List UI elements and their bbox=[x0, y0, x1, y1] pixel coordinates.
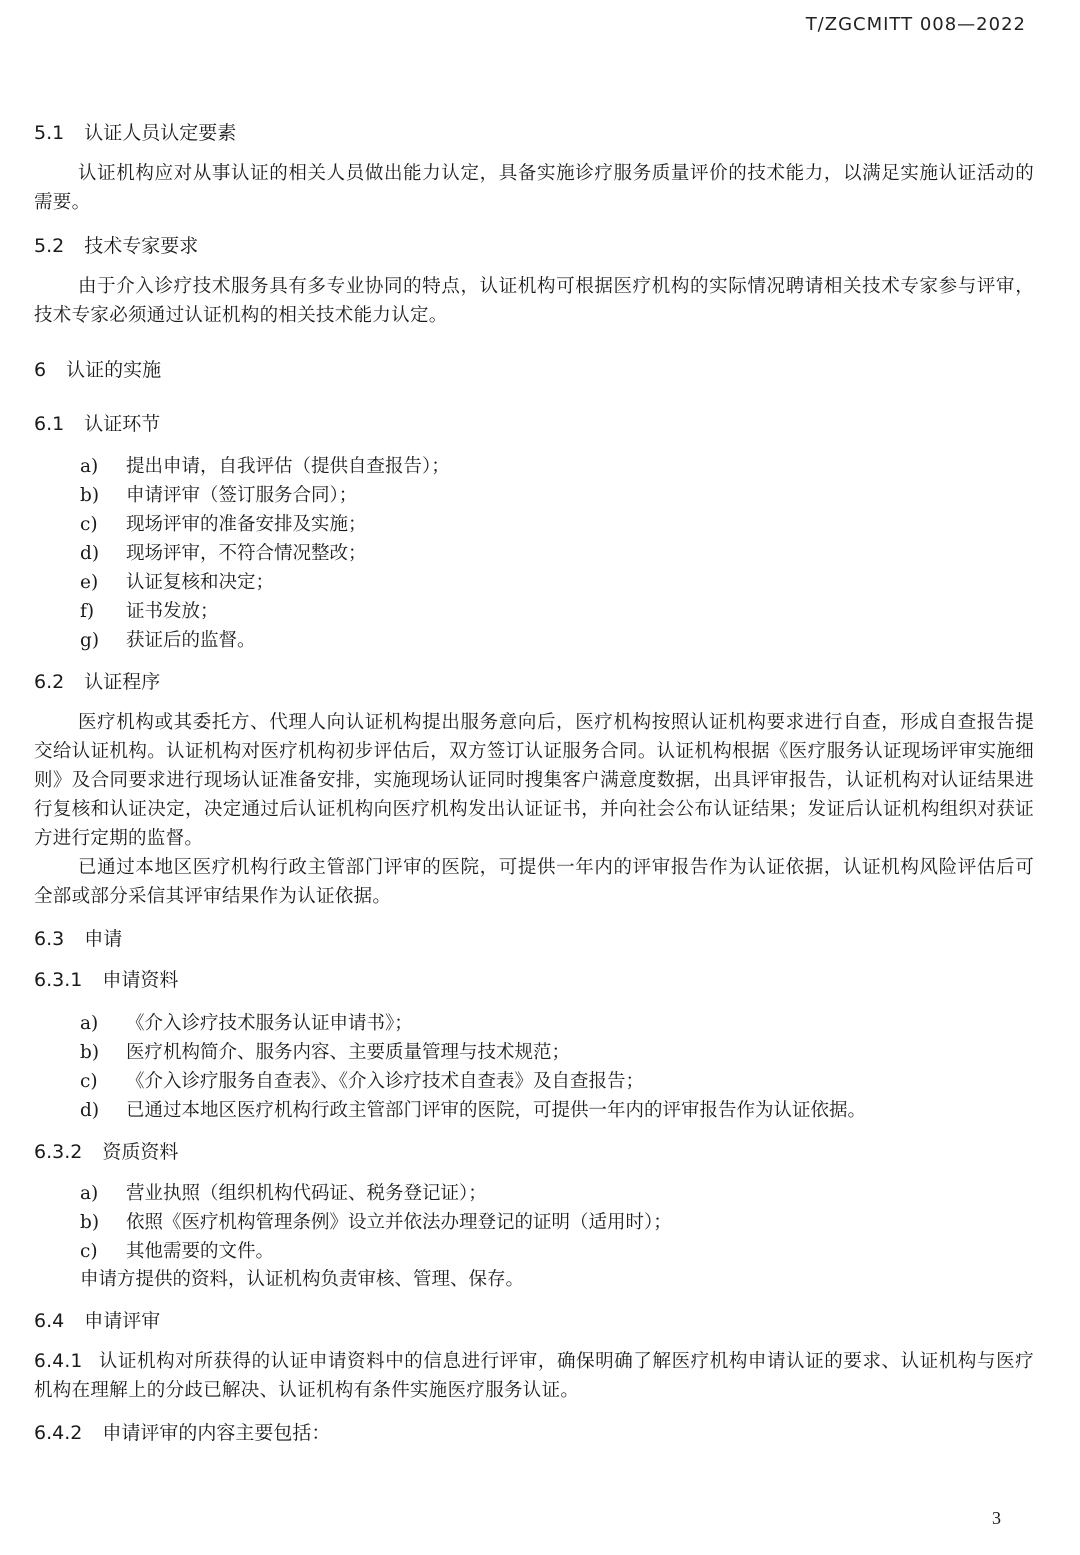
section-heading-6-3-2 bbox=[34, 1140, 178, 1164]
list-item: c) 《介入诊疗服务自查表》、《介入诊疗技术自查表》及自查报告； bbox=[80, 1071, 645, 1092]
paragraph: 认证机构应对从事认证的相关人员做出能力认定，具备实施诊疗服务质量评价的技术能力，以满足实施认证活动的需要。 bbox=[34, 163, 1034, 213]
paragraph: 已通过本地区医疗机构行政主管部门评审的医院，可提供一年内的评审报告作为认证依据，认证机构风险评估后可全部或部分采信其评审结果作为认证依据。 bbox=[34, 857, 1034, 907]
list-item: a) 提出申请，自我评估（提供自查报告）； bbox=[80, 456, 450, 477]
section-heading-6 bbox=[34, 358, 161, 382]
paragraph: 医疗机构或其委托方、代理人向认证机构提出服务意向后，医疗机构按照认证机构要求进行自查，形成自查报告提交给认证机构。认证机构对医疗机构初步评估后，双方签订认证服务合同。认证机构根据《医疗服务认证现场评审实施细则》及合同要求进行现场认证准备安排，实施现场认证同时搜集客户满意度数据，出具评审报告，认证机构对认证结果进行复核和认证决定，决定通过后认证机构向医疗机构发出认证证书，并向社会公布认证结果；发证后认证机构组织对获证方进行定期的监督。 bbox=[34, 712, 1034, 849]
list-item: c) 其他需要的文件。 bbox=[80, 1241, 275, 1262]
section-heading-6-3-1 bbox=[34, 968, 178, 992]
note-text: 申请方提供的资料，认证机构负责审核、管理、保存。 bbox=[80, 1269, 525, 1290]
section-title: 认证程序 bbox=[84, 671, 161, 693]
section-number: 6.3.1 bbox=[34, 969, 83, 991]
section-heading-5-1 bbox=[34, 121, 236, 145]
list-item: f) 证书发放； bbox=[80, 601, 219, 622]
section-number: 6 bbox=[34, 359, 47, 381]
section-heading-6-2 bbox=[34, 670, 160, 694]
section-heading-5-2 bbox=[34, 234, 198, 258]
list-item: e) 认证复核和决定； bbox=[80, 572, 275, 593]
section-title: 申请资料 bbox=[102, 969, 179, 991]
list-item: b) 依照《医疗机构管理条例》设立并依法办理登记的证明（适用时）； bbox=[80, 1212, 672, 1233]
section-number: 6.4.1 bbox=[34, 1351, 83, 1372]
list-item: d) 已通过本地区医疗机构行政主管部门评审的医院，可提供一年内的评审报告作为认证依据。 bbox=[80, 1100, 867, 1121]
paragraph-text: 认证机构对所获得的认证申请资料中的信息进行评审，确保明确了解医疗机构申请认证的要求、认证机构与医疗机构在理解上的分歧已解决、认证机构有条件实施医疗服务认证。 bbox=[34, 1351, 1034, 1401]
section-number: 6.3 bbox=[34, 928, 65, 950]
section-number: 6.1 bbox=[34, 413, 65, 435]
document-code: T/ZGCMITT 008—2022 bbox=[805, 14, 1026, 35]
page-number: 3 bbox=[992, 1508, 1001, 1528]
list-item: b) 医疗机构简介、服务内容、主要质量管理与技术规范； bbox=[80, 1042, 571, 1063]
section-heading-6-3 bbox=[34, 927, 122, 951]
section-heading-6-4-2 bbox=[34, 1421, 330, 1445]
section-number: 5.2 bbox=[34, 235, 65, 257]
section-title: 申请 bbox=[84, 928, 123, 950]
section-heading-6-1 bbox=[34, 412, 160, 436]
list-item: a) 营业执照（组织机构代码证、税务登记证）； bbox=[80, 1183, 487, 1204]
numbered-paragraph-6-4-1 bbox=[34, 1347, 1034, 1405]
section-title: 认证的实施 bbox=[66, 359, 162, 381]
list-item: g) 获证后的监督。 bbox=[80, 630, 256, 651]
section-number: 6.4.2 bbox=[34, 1422, 83, 1444]
section-number: 5.1 bbox=[34, 122, 65, 144]
list-item: d) 现场评审，不符合情况整改； bbox=[80, 543, 367, 564]
section-title: 申请评审的内容主要包括： bbox=[102, 1422, 331, 1444]
section-number: 6.4 bbox=[34, 1310, 65, 1332]
list-item: b) 申请评审（签订服务合同）； bbox=[80, 485, 358, 506]
list-item: a) 《介入诊疗技术服务认证申请书》； bbox=[80, 1013, 413, 1034]
section-title: 认证环节 bbox=[84, 413, 161, 435]
section-heading-6-4 bbox=[34, 1309, 160, 1333]
section-title: 资质资料 bbox=[102, 1141, 179, 1163]
paragraph: 由于介入诊疗技术服务具有多专业协同的特点，认证机构可根据医疗机构的实际情况聘请相关技术专家参与评审，技术专家必须通过认证机构的相关技术能力认定。 bbox=[34, 276, 1034, 326]
section-title: 认证人员认定要素 bbox=[84, 122, 237, 144]
section-number: 6.3.2 bbox=[34, 1141, 83, 1163]
section-title: 申请评审 bbox=[84, 1310, 161, 1332]
list-item: c) 现场评审的准备安排及实施； bbox=[80, 514, 367, 535]
section-number: 6.2 bbox=[34, 671, 65, 693]
section-title: 技术专家要求 bbox=[84, 235, 199, 257]
